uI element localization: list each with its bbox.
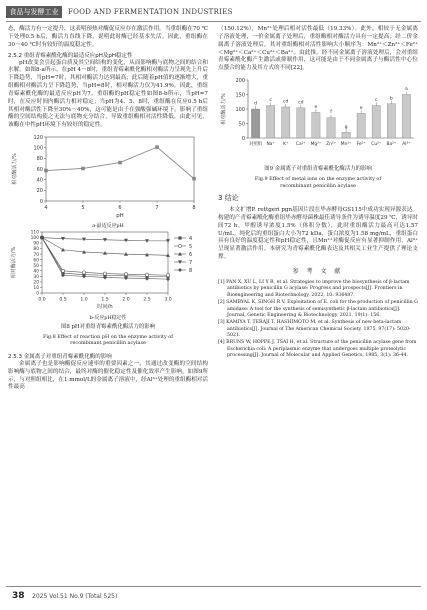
y-tick-label: 100 (30, 236, 39, 242)
legend-label: 6 (189, 252, 193, 259)
figure-9-caption-en-2: recombinant penicillin acylase (280, 182, 356, 189)
significance-label: cd (283, 99, 289, 105)
left-paragraph-3: 金属离子也是影响酶促反应速率的重要因素之一，其通过改变酶的空间结构影响酶与底物之间的结合，最终对酶的催化稳定性及催化效率产生影响。如图9所示，与对照组相比，在1 mmol/L的金属离子溶液中，经Al³⁺处理的重组酶相对活性最高 (8, 360, 208, 391)
series-line (42, 238, 168, 277)
significance-label: b (389, 96, 393, 102)
bar (387, 104, 395, 138)
y-tick-label: 0 (39, 198, 43, 205)
figure-9-caption-en-1: Fig.9 Effect of metal ions on the enzyme activity of (254, 176, 382, 183)
figure-8 (8, 133, 208, 322)
references-heading: 参 考 文 献 (292, 267, 344, 275)
significance-label: g (344, 124, 348, 130)
data-point (145, 273, 148, 276)
x-axis-label: pH (116, 213, 124, 220)
page-number: 38 (12, 591, 25, 601)
x-tick-label: 3.0 (164, 297, 172, 303)
x-tick-label: Al³⁺ (402, 142, 411, 148)
figure-8-caption-en-2: recombinant penicillin acylase (70, 340, 146, 347)
y-axis-label: 相对酶活力/% (11, 247, 17, 279)
y-tick-label: 70 (33, 253, 39, 259)
significance-label: a (405, 87, 408, 93)
x-axis-label: 时间/h (97, 304, 113, 311)
legend-label: 7 (189, 260, 193, 267)
bar (266, 106, 274, 138)
right-column (218, 26, 418, 360)
y-tick-label: 20 (36, 188, 43, 195)
data-point (82, 271, 85, 274)
data-point (124, 273, 127, 276)
legend-label: 5 (189, 244, 193, 251)
x-tick-label: Ba²⁺ (386, 142, 397, 148)
conclusion-heading: 3 结论 (218, 194, 239, 203)
figure-9-chart (218, 76, 418, 160)
y-axis-label: 相对酶活力/% (12, 153, 18, 185)
figure-9-caption-cn: 图9 金属离子对重组青霉素酰化酶活力的影响 (264, 165, 372, 172)
x-tick-label: Na⁺ (266, 142, 275, 148)
y-tick-label: 20 (33, 280, 39, 286)
x-tick-label: Ca²⁺ (295, 142, 306, 148)
left-column (8, 26, 208, 392)
figure-8b-caption: b-反应pH稳定性 (89, 315, 127, 322)
bar (327, 118, 335, 138)
y-tick-label: 0 (241, 135, 245, 142)
x-tick-label: Zn²⁺ (326, 142, 336, 148)
y-tick-label: 80 (36, 156, 43, 163)
y-tick-label: 150 (235, 92, 245, 99)
y-tick-label: 100 (33, 145, 43, 152)
legend-label: 4 (189, 236, 193, 243)
significance-label: c (269, 98, 272, 104)
significance-label: f (330, 110, 332, 116)
x-tick-label: 1.0 (80, 297, 88, 303)
x-tick-label: 2.5 (143, 297, 151, 303)
x-tick-label: 4 (44, 205, 48, 212)
y-tick-label: 200 (235, 77, 245, 84)
y-tick-label: 0 (36, 291, 39, 297)
y-tick-label: 80 (33, 247, 39, 253)
bar (402, 95, 410, 139)
bar (297, 108, 305, 138)
figure-8a-chart (8, 133, 208, 219)
data-point (166, 274, 169, 277)
x-tick-label: Fe²⁺ (356, 142, 366, 148)
bar (342, 132, 350, 138)
conclusion-paragraph: 本文扩增P. rettgeri pgn基因片段在毕赤酵母GS115中成功实现异源表达。构建的产青霉素酰化酶重组毕赤酵母菌株最佳诱导条件为诱导温度29 ℃，诱导时间72 h，甲醇诱导浓度1.5%（体积分数），此时重组酶活力最高可达1.57 U/mL。纯化后的重组蛋白大小为72 kDa，蛋白浓度为1.58 mg/mL，重组蛋白具有良好的温度稳定性和pH稳定性，且Mn²⁺对酶促反应有显著抑制作用，Al³⁺呈现显著激活作用。本研究为青霉素酰化酶表达及其相关工业生产提供了理论支撑。 (218, 206, 418, 261)
header-rule (6, 21, 421, 22)
significance-label: c (375, 98, 378, 104)
x-tick-label: 1.5 (101, 297, 109, 303)
legend-marker (178, 268, 182, 272)
legend-marker (178, 237, 181, 240)
data-point (155, 145, 159, 149)
y-tick-label: 50 (238, 121, 245, 128)
figure-8a-caption: a-最适反应pH (92, 222, 124, 229)
bar (372, 106, 380, 138)
issue-info: 2025 Vol.51 No.9 (Total 525) (32, 593, 118, 600)
left-paragraph-2: pH改变会引起蛋白质及其空间结构的变化，从而影响酶与底物之间的结合和水解。如图8-a所示，在pH 4～8时，重组青霉素酰化酶相对酶活力呈现先上升后下降趋势，当pH=7时，其相对酶活力达到最高；此后随着pH值的逐渐增大，重组酶相对酶活力呈下降趋势，当pH=8时，相对酶活力仅为41.9%。因此，重组青霉素酰化酶的最适反应pH为7。重组酶的pH稳定性如图8-b所示，当pH=7时，在反应时间内酶活力相对稳定；当pH为4、5、8时，重组酶在反应0.5 h后其相对酶活性下降至30%～40%，这可能是由于在强酸强碱环境下，影响了重组酶的空间结构使之无法与底物充分结合，导致重组酶相对活性降低。由此可见，该酶在中性pH环境下有较好的稳定性。 (8, 59, 208, 129)
bar (251, 109, 259, 138)
significance-label: cd (298, 100, 304, 106)
x-tick-label: Mn²⁺ (340, 142, 352, 148)
journal-title: FOOD AND FERMENTATION INDUSTRIES (68, 8, 233, 16)
y-tick-label: 10 (33, 286, 39, 292)
section-2-5-3-heading: 2.5.3 金属离子对重组青霉素酰化酶的影响 (8, 353, 112, 360)
bar (282, 107, 290, 138)
x-tick-label: 2.0 (122, 297, 130, 303)
x-tick-label: 8 (192, 205, 196, 212)
y-tick-label: 120 (33, 134, 43, 141)
x-tick-label: 0.0 (38, 297, 46, 303)
data-point (61, 248, 65, 252)
data-point (61, 270, 64, 273)
x-tick-label: 0.5 (59, 297, 67, 303)
y-tick-label: 40 (33, 269, 39, 275)
y-tick-label: 60 (33, 258, 39, 264)
y-tick-label: 50 (33, 264, 39, 270)
figure-8b-chart (8, 229, 208, 311)
reference-list (218, 280, 418, 360)
x-tick-label: 6 (118, 205, 122, 212)
x-tick-label: Mg²⁺ (310, 142, 322, 148)
page-footer (6, 586, 421, 605)
y-tick-label: 90 (33, 242, 39, 248)
significance-label: e (359, 105, 363, 111)
data-point (81, 167, 85, 171)
data-point (192, 177, 196, 181)
data-point (118, 161, 122, 165)
reference-item: [3] KAMIYA T, TERAJI T, HASHIMOTO M, et al. Synthesis of new beta-lactam antibiotics[J]. Journal of The American Chemical Society, 1975, 97(17): 5020-5021. (218, 319, 411, 339)
figure-8-caption-en-1: Fig.8 Effect of reaction pH on the enzyme activity of (42, 334, 174, 341)
y-tick-label: 60 (36, 166, 43, 173)
legend-marker (178, 245, 181, 248)
x-tick-label: K⁺ (283, 142, 289, 148)
y-tick-label: 110 (30, 230, 39, 236)
data-point (103, 272, 106, 275)
reference-item: [1] PAN X, XU L, LI Y R, et al. Strategies to improve the biosynthesis of β-lactam antibiotics by penicillin G acylase: Progress and prospects[J]. Frontiers in Bioengineering and Biotechnology, 2022, 10: 936487. (218, 279, 410, 299)
y-tick-label: 30 (33, 275, 39, 281)
reference-item: [2] SAMBYAL K, SINGH R V. Exploitation of E. coli for the production of penicillin G amidase: A tool for the synthesis of semisynthetic β-lactam antibiotics[J]. Journal, Genetic Engineering & Biotechnology, 2021, 19(1): 156. (218, 299, 418, 319)
bar (357, 113, 365, 138)
significance-label: d (254, 101, 258, 107)
significance-label: e (314, 105, 318, 111)
right-paragraph-1: （150.12%），Mn²⁺处理后相对活性最低（19.33%）。此外，相较于无金属离子溶液处理，一价金属离子处理后，重组酶相对酶活力具有一定提高；经二价金属离子溶液处理后，其对重组酶相对活性影响大小顺序为：Mn²⁺＜Zn²⁺＜Fe²⁺＜Mg²⁺＜Ca²⁺＜Cu²⁺＜Ba²⁺。由此推，经不同金属离子溶液处理后，会对重组青霉素酰化酶产生激活或抑制作用，这可能是由于不同金属离子与酶活性中心位点螯合的能力及其方式的不同[22]。 (218, 26, 418, 72)
y-axis-label: 相对酶活力/% (221, 93, 227, 125)
x-tick-label: 对照组 (248, 142, 263, 148)
left-paragraph-1: 态，酶活力有一定提升，这表明预热对酶促反应存在激活作用。当重组酶在70 ℃下处理0.5 h后，酶活力直线下降，说明此时酶已经基本失活。因此，重组酶在30～40 ℃时有较好的温度稳定性。 (8, 26, 208, 48)
data-point (44, 169, 48, 173)
figure-9 (218, 76, 418, 164)
journal-tag: 食品与发酵工业 (6, 6, 62, 18)
section-2-5-2-heading: 2.5.2 重组青霉素酰化酶的最适反应pH及pH稳定性 (8, 52, 133, 59)
legend-label: 8 (189, 268, 193, 275)
x-tick-label: 5 (81, 205, 85, 212)
reference-item: [4] BRUNS W, HOPPE J, TSAI H, et al. Structure of the penicillin acylase gene from Escherichia coli: A periplasmic enzyme that undergoes multiple proteolytic processing[J]. Journal of Molecular and Applied Genetics, 1985, 3(1): 36-44. (218, 340, 417, 359)
y-tick-label: 40 (36, 177, 43, 184)
x-tick-label: 7 (155, 205, 159, 212)
y-tick-label: 100 (235, 106, 245, 113)
figure-8-caption-cn: 图8 pH对重组青霉素酰化酶活力的影响 (60, 323, 156, 330)
bar (312, 113, 320, 139)
x-tick-label: Cu²⁺ (371, 142, 382, 148)
